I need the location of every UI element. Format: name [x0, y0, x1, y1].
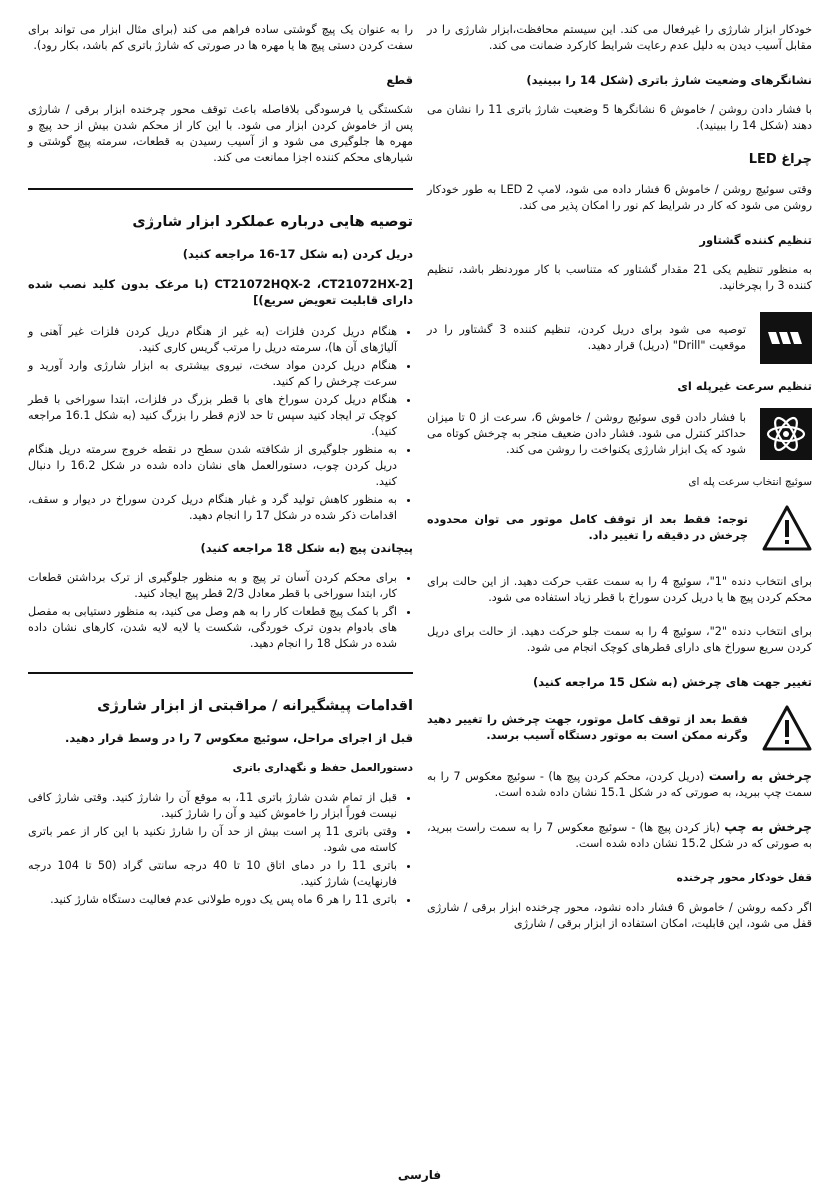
list-item: • قبل از تمام شدن شارژ باتری 11، به موقع آن را شارژ کنید. وقتی شارژ کافی نیست فوراً ابزار را خاموش کنید و آن را شارژ کنید.	[28, 790, 397, 822]
tips-heading: توصیه هایی درباره عملکرد ابزار شارژی	[132, 214, 413, 230]
atom-speed-icon	[760, 408, 812, 460]
led-text: وقتی سوئیچ روشن / خاموش 6 فشار داده می شود، لامپ LED 2 به طور خودکار روشن می شود که کار در شرایط کم نور را امکان پذیر می کند.	[427, 183, 812, 212]
step-speed-heading: سوئیچ انتخاب سرعت پله ای	[688, 476, 812, 488]
battery-indicator-heading: نشانگرهای وضعیت شارژ باتری (شکل 14 را ببینید)	[526, 73, 812, 87]
list-item: • برای محکم کردن آسان تر پیچ و به منظور جلوگیری از ترک برداشتن قطعات کار، ابتدا سوراخی با قطر معادل 2/3 قطر پیچ ایجاد کنید.	[28, 570, 397, 602]
list-item: • به منظور کاهش تولید گرد و غبار هنگام دریل کردن سوراخ در دیوار و سقف، اقدامات ذکر شده در شکل 17 را انجام دهید.	[28, 492, 397, 524]
spindle-lock-heading: قفل خودکار محور چرخنده	[676, 872, 812, 884]
speed-row	[427, 408, 812, 460]
cut-heading: قطع	[386, 73, 413, 87]
drill-mode-text: توصیه می شود برای دریل کردن، تنظیم کننده 3 گشتاور را در موقعیت "Drill" (دریل) قرار دهید.	[427, 323, 746, 352]
led-heading: چراغ LED	[748, 152, 812, 167]
page-footer-language: فارسی	[397, 1168, 442, 1182]
care-heading: اقدامات پیشگیرانه / مراقبتی از ابزار شارژی	[97, 698, 413, 714]
speed-heading: تنظیم سرعت غیرپله ای	[677, 379, 812, 393]
torque-text: به منظور تنظیم یکی 21 مقدار گشتاور که متناسب با کار موردنظر باشد، تنظیم کننده 3 را بچرخانید.	[427, 263, 813, 292]
drill-mode-icon	[760, 312, 812, 364]
right-rotation-label: چرخش به راست	[708, 768, 812, 783]
battery-indicator-text: با فشار دادن روشن / خاموش 6 نشانگرها 5 وضعیت شارژ باتری 11 را نشان می دهند (شکل 14 را ببینید).	[427, 103, 812, 132]
care-intro: قبل از اجرای مراحل، سوئیچ معکوس 7 را در وسط قرار دهید.	[65, 731, 413, 745]
storage-heading: دستورالعمل حفظ و نگهداری باتری	[232, 762, 413, 774]
left-rotation-label: چرخش به چپ	[724, 819, 812, 834]
warning-triangle-icon	[762, 704, 812, 752]
warning-text-1: توجه: فقط بعد از توقف کامل موتور می توان محدوده چرخش در دقیقه را تغییر داد.	[427, 513, 748, 542]
gear-1-text: برای انتخاب دنده "1"، سوئیچ 4 را به سمت عقب حرکت دهید. از این حالت برای محکم کردن پیچ ها یا دریل کردن سوراخ با قطر زیاد استفاده می شود.	[427, 575, 812, 604]
screwing-list	[28, 570, 413, 652]
section-divider	[28, 672, 413, 674]
right-rotation-desc: (دریل کردن، محکم کردن پیچ ها) - سوئیچ معکوس 7 را به سمت چپ ببرید، به صورتی که در شکل 15.1 نشان داده شده است.	[427, 770, 812, 799]
list-item: • هنگام دریل کردن سوراخ های با قطر بزرگ در فلزات، ابتدا سوراخی با قطر کوچک تر ایجاد کنید سپس تا حد لازم قطر را بزرگ کنید (به شکل 16.1 مراجعه کنید).	[28, 392, 397, 440]
left-rotation-text	[427, 819, 812, 852]
cut-text: شکستگی یا فرسودگی بلافاصله باعث توقف محور چرخنده ابزار برقی / شارژی پس از خاموش کردن ابزار می شود. با این کار از محکم شدن بیش از حد پیچ و مهره ها جلوگیری می شود و از آسیب رسیدن به قطعات، سرمته پیچ گوشتی و شیارهای محکم کننده اجزا ممانعت می کند.	[28, 103, 413, 164]
torque-heading: تنظیم کننده گشتاور	[699, 233, 812, 247]
list-item: • اگر با کمک پیچ قطعات کار را به هم وصل می کنید، به منظور دستیابی به مفصل های بادوام بدون ترک خوردگی، شکست یا لایه لایه شدن، کارهای نشان داده شده در شکل 18 را انجام دهید.	[28, 604, 397, 652]
drilling-list	[28, 324, 413, 524]
gear-2-text: برای انتخاب دنده "2"، سوئیچ 4 را به سمت جلو حرکت دهید. از حالت برای دریل کردن سریع سوراخ های دارای قطرهای کوچک انجام می شود.	[427, 625, 812, 654]
warning-row-1	[427, 504, 812, 552]
warning-text-2: فقط بعد از توقف کامل موتور، جهت چرخش را تغییر دهید وگرنه ممکن است به موتور دستگاه آسیب برسد.	[427, 713, 748, 742]
drill-mode-row	[427, 312, 812, 364]
drilling-heading: دریل کردن (به شکل 17-16 مراجعه کنید)	[182, 247, 413, 261]
models-heading: [CT21072HQX-2 ،CT21072HX-2 (با مرغک بدون کلید نصب شده دارای قابلیت تعویض سریع)]	[28, 277, 414, 307]
list-item: • باتری 11 را در دمای اتاق 10 تا 40 درجه سانتی گراد (50 تا 104 درجه فارنهایت) شارژ کنید.	[28, 858, 397, 890]
warning-row-2	[427, 704, 812, 752]
storage-list	[28, 790, 413, 908]
left-column	[28, 22, 413, 924]
left-intro-paragraph: را به عنوان یک پیچ گوشتی ساده فراهم می کند (برای مثال ابزار می تواند برای سفت کردن دستی پیچ ها یا مهره ها در صورتی که شارژ باتری کم باشد، بکار رود).	[28, 23, 413, 52]
spindle-lock-text: اگر دکمه روشن / خاموش 6 فشار داده نشود، محور چرخنده ابزار برقی / شارژی قفل می شود، این قابلیت، امکان استفاده از ابزار برقی / شارژی	[427, 901, 812, 930]
list-item: • به منظور جلوگیری از شکافته شدن سطح در نقطه خروج سرمته دریل هنگام دریل کردن چوب، دستورالعمل های نشان داده شده در شکل 16.2 را دنبال کنید.	[28, 442, 397, 490]
intro-paragraph: خودکار ابزار شارژی را غیرفعال می کند. این سیستم محافظت،ابزار شارژی را در مقابل آسیب دیدن به دلیل عدم رعایت شرایط کارکرد ضمانت می کند.	[427, 23, 812, 52]
section-divider	[28, 188, 413, 190]
rotation-heading: تغییر جهت های چرخش (به شکل 15 مراجعه کنید)	[532, 675, 812, 689]
right-rotation-text	[427, 768, 812, 801]
list-item: • باتری 11 را هر 6 ماه پس یک دوره طولانی عدم فعالیت دستگاه شارژ کنید.	[28, 892, 397, 908]
list-item: • هنگام دریل کردن فلزات (به غیر از هنگام دریل کردن فلزات غیر آهنی و آلیاژهای آن ها)، سرمته دریل را مرتب گریس کاری کنید.	[28, 324, 397, 356]
list-item: • هنگام دریل کردن مواد سخت، نیروی بیشتری به ابزار شارژی وارد آورید و سرعت چرخش را کم کنید.	[28, 358, 397, 390]
speed-text: با فشار دادن قوی سوئیچ روشن / خاموش 6، سرعت از 0 تا میزان حداکثر کنترل می شود. فشار دادن ضعیف منجر به چرخش کوتاه می شود که یک ابزار شارژی یکنواخت را روشن می کند.	[427, 411, 746, 456]
left-rotation-desc: (باز کردن پیچ ها) - سوئیچ معکوس 7 را به سمت راست ببرید، به صورتی که در شکل 15.2 نشان داده شده است.	[427, 821, 812, 850]
warning-triangle-icon	[762, 504, 812, 552]
right-column	[427, 22, 812, 932]
screwing-heading: پیچاندن پیچ (به شکل 18 مراجعه کنید)	[200, 541, 413, 555]
list-item: • وقتی باتری 11 پر است بیش از حد آن را شارژ نکنید با این کار از عمر باتری کاسته می شود.	[28, 824, 397, 856]
